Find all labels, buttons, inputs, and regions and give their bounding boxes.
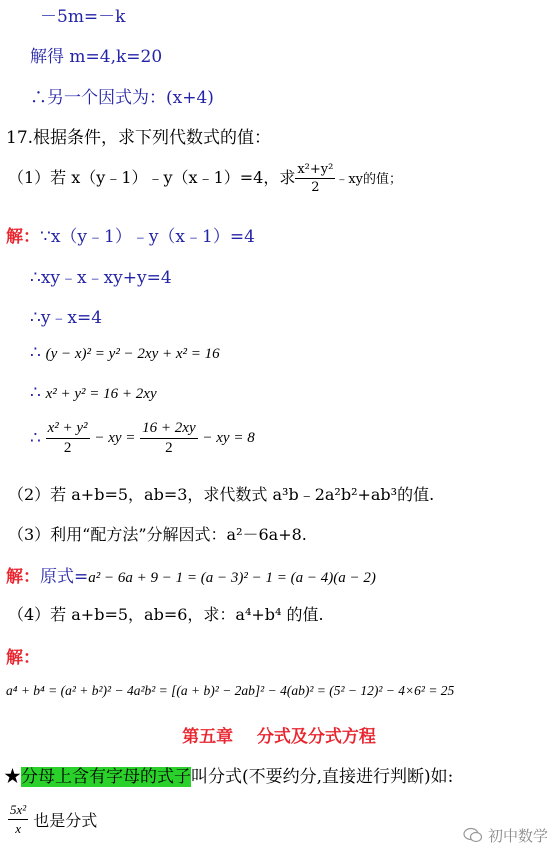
solution-1-equation-2: x² + y² = 16 + 2xy (45, 386, 157, 402)
therefore-symbol: ∴ (30, 428, 41, 449)
solution-label: 解： (6, 567, 40, 587)
highlighted-definition: 分母上含有字母的式子 (21, 767, 191, 787)
example-fraction (8, 802, 28, 837)
solution-1-line-4 (30, 343, 220, 363)
question-17-heading: 17.根据条件，求下列代数式的值： (6, 128, 272, 148)
solution-1-line-1 (6, 222, 255, 247)
therefore-symbol: ∴ (30, 383, 41, 403)
solution-1-fraction-1-numerator: x² + y² (46, 420, 90, 439)
solution-1-line-6 (30, 420, 255, 457)
solution-3-equation: a² − 6a + 9 − 1 = (a − 3)² − 1 = (a − 4)(a − 2) (88, 570, 376, 586)
solution-1-line-5 (30, 383, 157, 403)
solution-1-line-3: ∴y﹣x=4 (30, 308, 103, 328)
chapter-title: 第五章 分式及分式方程 (182, 727, 376, 747)
example-fraction-numerator: 5x² (8, 802, 28, 820)
text-line-1: －5m=－k (40, 7, 126, 27)
example-line (8, 802, 97, 837)
watermark-text: 初中数学 (487, 827, 548, 845)
solution-1-minus-xy: − xy = (94, 430, 136, 446)
solution-1-result: − xy = 8 (202, 430, 255, 446)
solution-1-fraction-1-denominator: 2 (63, 440, 72, 456)
star-icon: ★ (4, 767, 21, 787)
solution-3-prefix: 原式= (40, 567, 89, 587)
question-3-prompt: （3）利用“配方法”分解因式：a²－6a+8. (8, 525, 307, 544)
example-fraction-denominator: x (15, 821, 21, 836)
question-4-prompt: （4）若 a+b=5，ab=6，求：a⁴+b⁴ 的值. (8, 605, 324, 624)
solution-1-fraction-2-numerator: 16 + 2xy (140, 420, 197, 439)
text-line-3 (30, 83, 214, 108)
question-1-fraction-numerator: x²+y² (297, 162, 334, 177)
text-line-2: 解得 m=4,k=20 (30, 47, 163, 67)
question-1-text-a: （1）若 x（y﹣1）﹣y（x﹣1）=4，求 (8, 168, 296, 187)
wechat-icon (463, 827, 483, 843)
watermark (463, 825, 548, 846)
solution-3 (6, 562, 376, 587)
solution-4-equation: a⁴ + b⁴ = (a² + b²)² − 4a²b² = [(a + b)² − 2ab]² − 4(ab)² = (5² − 12)² − 4×6² = 25 (6, 683, 455, 698)
definition-line (4, 762, 453, 787)
solution-1-fraction-2 (140, 420, 197, 457)
therefore-symbol: ∴ (30, 343, 41, 363)
solution-1-line-2: ∴xy﹣x﹣xy+y=4 (30, 268, 172, 288)
definition-rest: 叫分式(不要约分,直接进行判断)如: (191, 767, 454, 787)
solution-1-line-1-text: ∵x（y﹣1）﹣y（x﹣1）=4 (40, 227, 255, 247)
solution-label: 解： (6, 227, 40, 247)
question-1-text-b: ﹣xy的值； (335, 172, 403, 187)
question-1-fraction (295, 162, 335, 195)
solution-1-fraction-2-denominator: 2 (165, 440, 173, 456)
solution-label: 解： (6, 648, 40, 668)
solution-1-equation-1: (y − x)² = y² − 2xy + x² = 16 (45, 346, 220, 362)
example-text: 也是分式 (33, 811, 98, 830)
question-1-prompt (8, 162, 402, 195)
text-line-3-prefix: ∴另一个因式为： (30, 88, 166, 108)
text-line-3-value: (x+4) (166, 88, 214, 108)
question-2-prompt: （2）若 a+b=5，ab=3，求代数式 a³b﹣2a²b²+ab³的值. (8, 485, 435, 504)
solution-1-fraction-1 (46, 420, 90, 457)
question-1-fraction-denominator: 2 (311, 180, 320, 195)
